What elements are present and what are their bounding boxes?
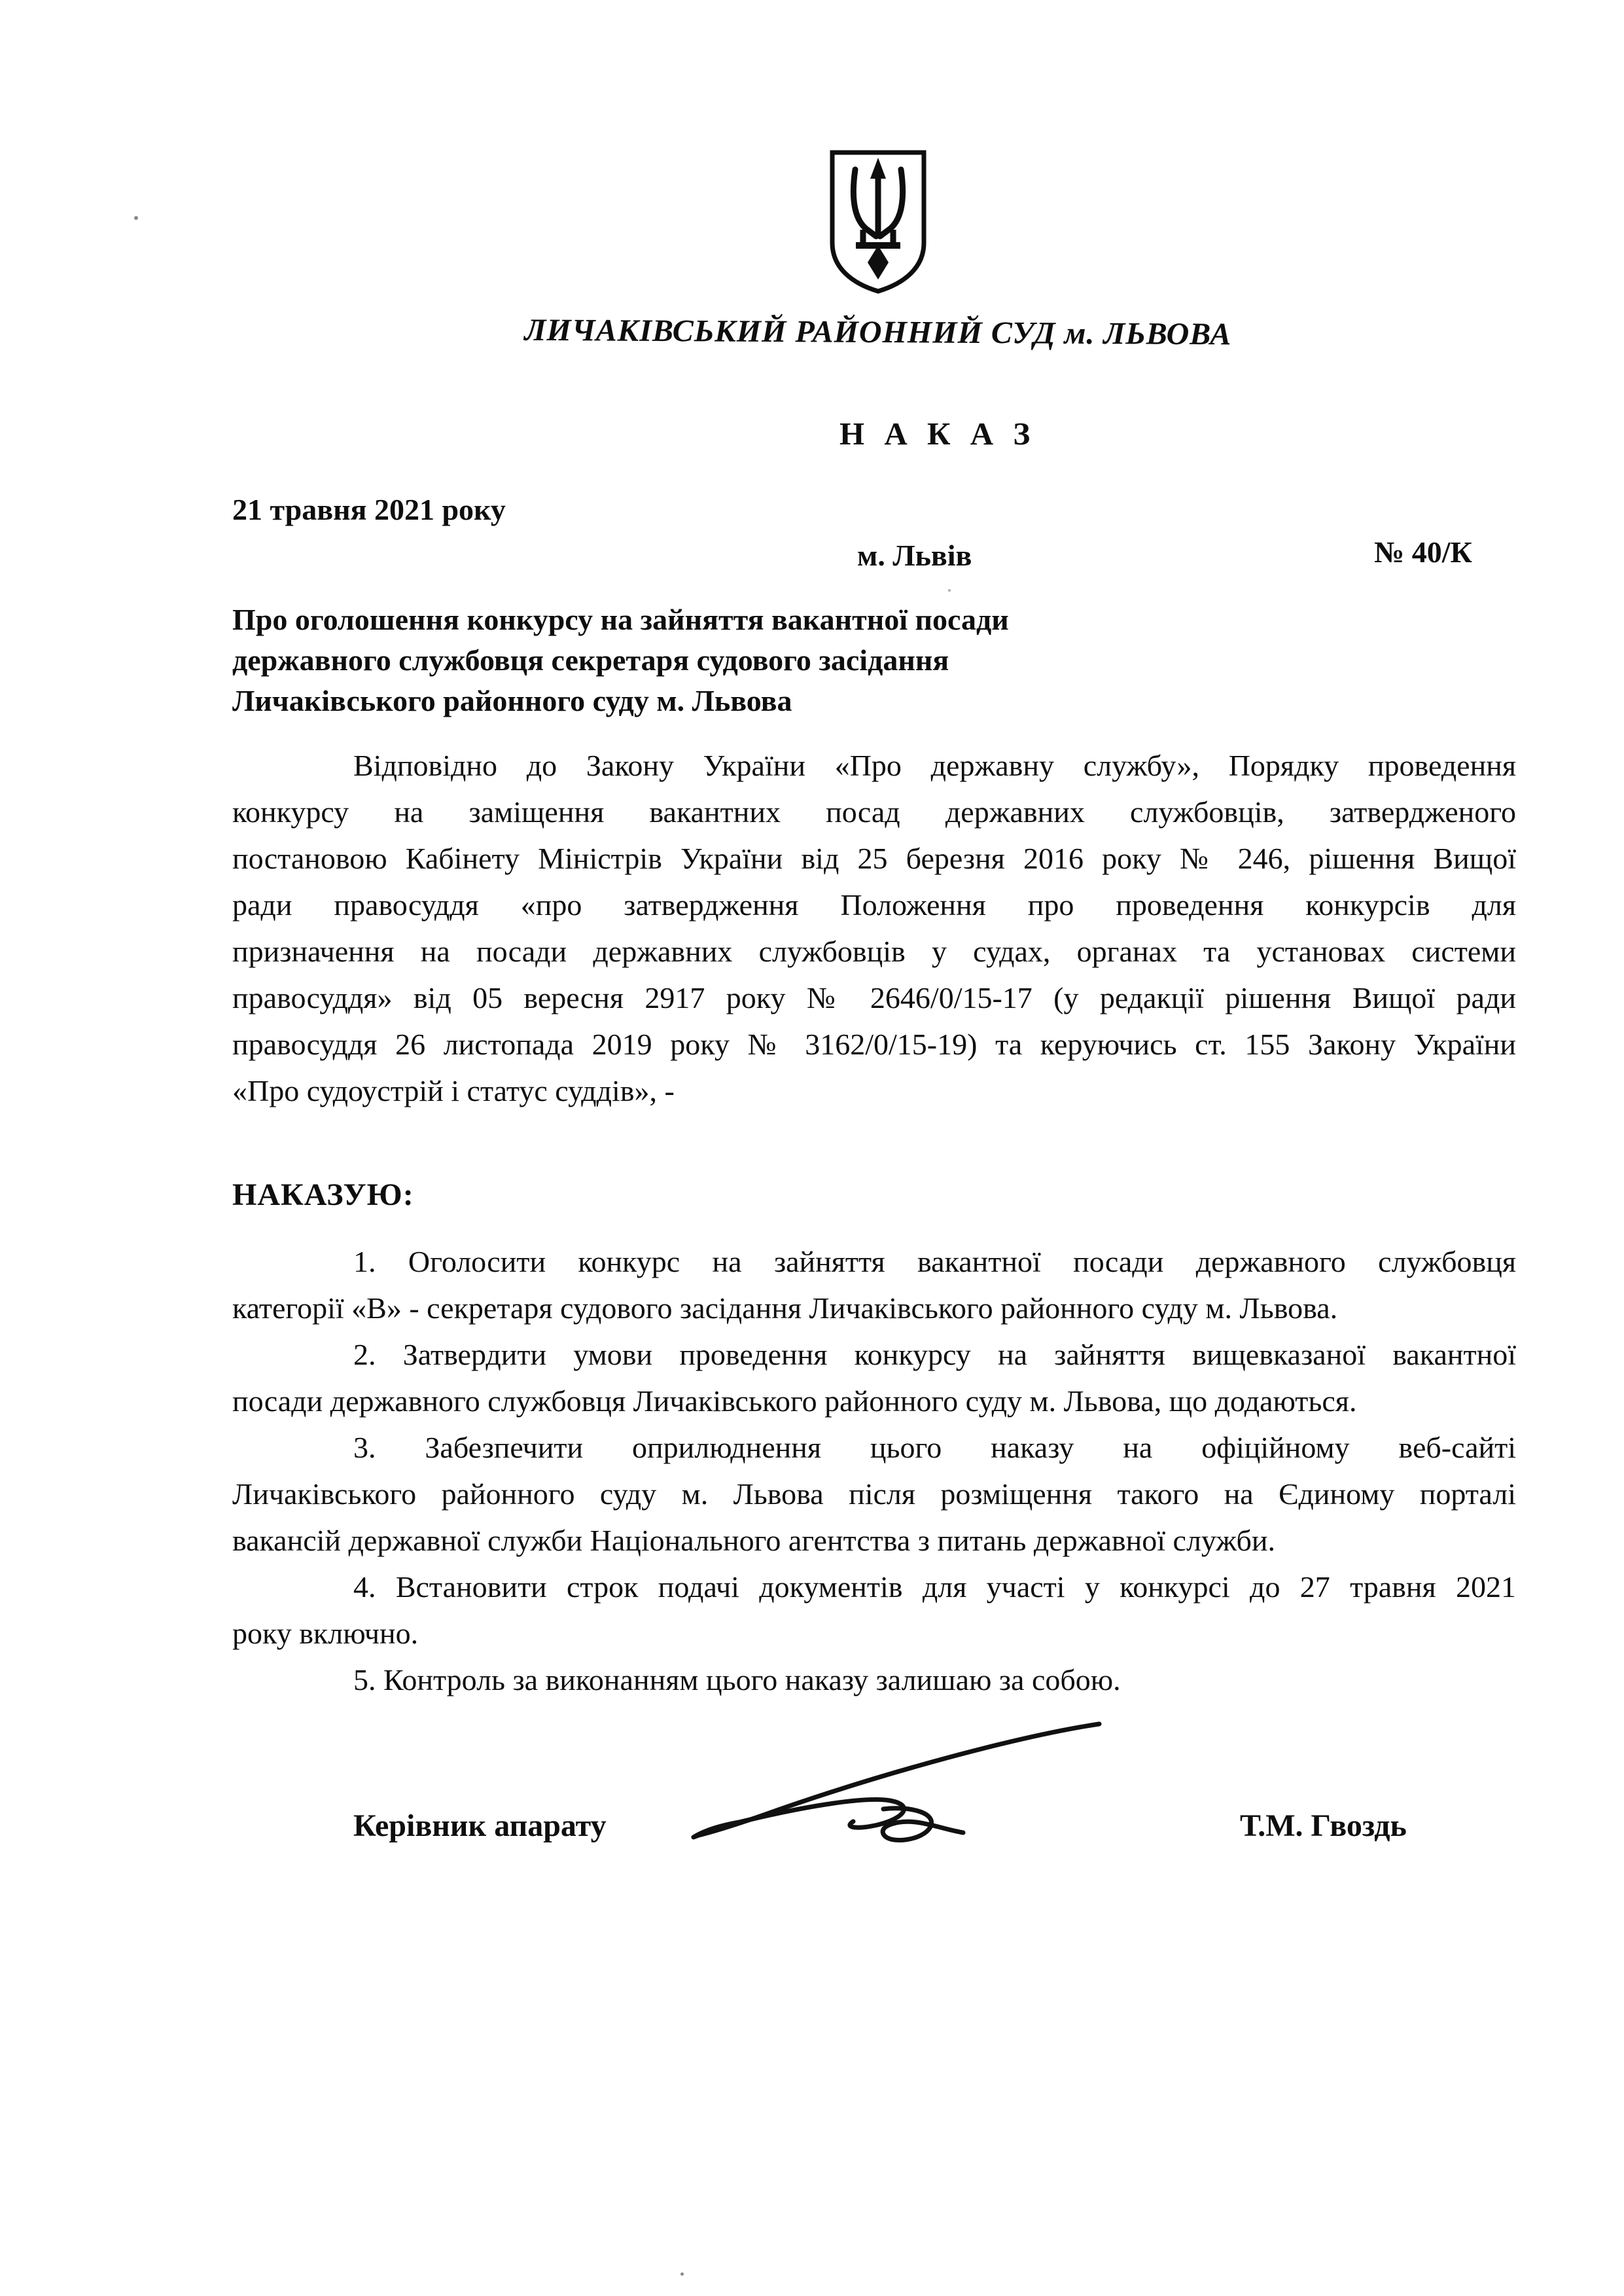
document-place: м. Львів	[857, 539, 972, 572]
order-items	[232, 1238, 1516, 1703]
subject-line: Про оголошення конкурсу на зайняття вакантної посади	[232, 603, 1009, 636]
document-type-heading: Н А К А З	[839, 416, 1036, 452]
court-name-heading: ЛИЧАКІВСЬКИЙ РАЙОННИЙ СУД м. ЛЬВОВА	[524, 312, 1232, 352]
preamble-line: правосуддя» від 05 вересня 2917 року № 2646/0/15-17 (у редакції рішення Вищої ради	[232, 981, 1516, 1014]
order-item-line: категорії «В» - секретаря судового засідання Личаківського районного суду м. Львова.	[232, 1291, 1338, 1325]
preamble-line: Відповідно до Закону України «Про державну службу», Порядку проведення	[353, 749, 1516, 782]
handwritten-signature	[667, 1710, 1112, 1863]
order-item-line: Личаківського районного суду м. Львова після розміщення такого на Єдиному порталі	[232, 1477, 1516, 1511]
scan-speck	[680, 2272, 684, 2276]
order-item-line: 3. Забезпечити оприлюднення цього наказу на офіційному веб-сайті	[353, 1431, 1516, 1464]
order-word: НАКАЗУЮ:	[232, 1177, 414, 1212]
ukraine-coat-of-arms-icon	[826, 147, 930, 296]
subject-line: державного службовця секретаря судового засідання	[232, 643, 949, 677]
signer-name: Т.М. Гвоздь	[1240, 1808, 1407, 1843]
order-item-line: 5. Контроль за виконанням цього наказу залишаю за собою.	[353, 1663, 1121, 1696]
order-item-line: 2. Затвердити умови проведення конкурсу на зайняття вищевказаної вакантної	[353, 1338, 1516, 1371]
preamble-line: ради правосуддя «про затвердження Положення про проведення конкурсів для	[232, 888, 1516, 922]
order-item-line: року включно.	[232, 1617, 419, 1650]
scan-speck	[948, 589, 951, 592]
document-number: № 40/К	[1374, 535, 1472, 569]
preamble-line: правосуддя 26 листопада 2019 року № 3162/0/15-19) та керуючись ст. 155 Закону України	[232, 1028, 1516, 1061]
subject-line: Личаківського районного суду м. Львова	[232, 684, 792, 717]
preamble-line: призначення на посади державних службовців у судах, органах та установах системи	[232, 935, 1516, 968]
order-item-line: вакансій державної служби Національного агентства з питань державної служби.	[232, 1524, 1275, 1557]
order-item-line: 4. Встановити строк подачі документів для участі у конкурсі до 27 травня 2021	[353, 1570, 1516, 1604]
signer-position-label: Керівник апарату	[353, 1808, 607, 1843]
preamble-line: постановою Кабінету Міністрів України від 25 березня 2016 року № 246, рішення Вищої	[232, 842, 1516, 875]
document-subject	[232, 600, 1345, 721]
order-item-line: посади державного службовця Личаківського районного суду м. Львова, що додаються.	[232, 1384, 1357, 1418]
preamble-paragraph	[232, 742, 1516, 1114]
order-item-line: 1. Оголосити конкурс на зайняття вакантної посади державного службовця	[353, 1245, 1516, 1278]
preamble-line: конкурсу на заміщення вакантних посад державних службовців, затвердженого	[232, 795, 1516, 829]
document-date: 21 травня 2021 року	[232, 493, 506, 526]
scan-speck	[134, 216, 138, 220]
preamble-line: «Про судоустрій і статус суддів», -	[232, 1074, 675, 1107]
